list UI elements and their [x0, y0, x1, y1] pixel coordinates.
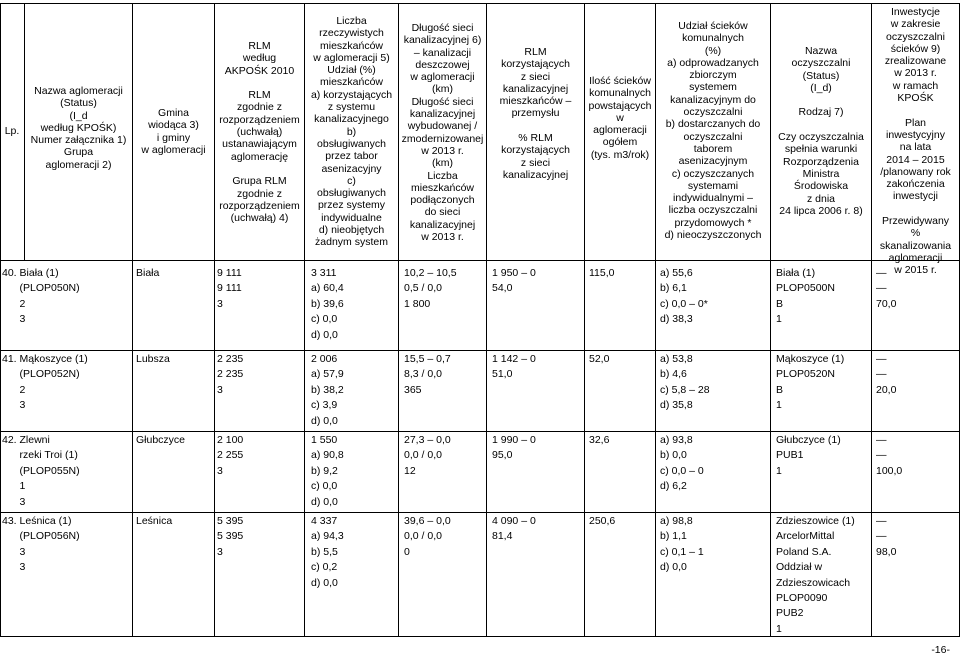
header-siec [399, 22, 486, 243]
header-line: 24 lipca 2006 r. 8) [779, 204, 863, 217]
header-line: RLM [524, 46, 547, 58]
cell-gmina: Leśnica [136, 515, 173, 527]
header-line: z dnia [806, 192, 836, 205]
header-oczyszczalnia [771, 45, 871, 217]
header-line: (I_d) [810, 81, 832, 94]
header-mieszkancy [305, 15, 398, 249]
header-line: Środowiska [793, 180, 849, 193]
header-line [215, 77, 304, 89]
header-line: Rozporządzenia [783, 155, 859, 168]
header-line: b) [346, 125, 357, 138]
header-line: deszczowej [415, 58, 470, 71]
header-line: Numer załącznika 1) [30, 134, 127, 147]
header-line: oczyszczalni [886, 30, 945, 43]
cell-oczyszczalnia: Biała (1) PLOP0500N B 1 [776, 267, 835, 326]
header-line: c) [347, 174, 356, 187]
header-line: rozporządzeniem [219, 199, 300, 212]
header-line: (km) [432, 83, 453, 96]
cell-inwestycje: — — 98,0 [876, 515, 897, 558]
header-line: c) oczyszczanych [671, 167, 755, 180]
header-line: – kanalizacji [413, 46, 472, 59]
header-line: obsługiwanych [317, 137, 386, 150]
header-line: mieszkańców [319, 39, 384, 52]
header-rlm-korzystajacych [487, 46, 584, 181]
header-line: zbiorczym [689, 69, 737, 82]
header-aglomeracja [25, 85, 132, 171]
header-line: oczyszczalni [683, 106, 743, 119]
header-line: w 2013 r. [421, 231, 464, 244]
header-line: do sieci [424, 206, 461, 219]
header-line: KPOŚK [897, 92, 934, 105]
header-line: kanalizacyjnej [409, 218, 476, 231]
header-udzial-sciekow [656, 20, 770, 241]
header-line: Udział (%) [327, 64, 376, 77]
cell-siec: 15,5 – 0,7 8,3 / 0,0 365 [404, 353, 451, 396]
header-line: przez tabor [325, 150, 378, 163]
header-line: 2014 – 2015 [886, 153, 945, 166]
header-line: skanalizowania [879, 239, 952, 252]
header-line: a) odprowadzanych [667, 56, 759, 69]
header-line: według KPOŚK) [40, 121, 117, 134]
header-line [771, 119, 871, 131]
header-line: (Status) [802, 69, 840, 82]
header-line: z sieci [520, 70, 551, 83]
header-line: Długość sieci [411, 22, 474, 34]
cell-aglomeracja: 40. Biała (1) (PLOP050N) 2 3 [2, 267, 80, 326]
header-line [872, 203, 959, 215]
header-line: kanalizacyjnej [502, 168, 569, 181]
cell-rlm: 5 395 5 395 3 [217, 515, 244, 558]
cell-rlm: 9 111 9 111 3 [217, 267, 242, 310]
header-lp: Lp. [4, 125, 20, 137]
header-line: RLM [248, 89, 271, 102]
header-line: Udział ścieków [678, 20, 748, 32]
header-line: Ministra [802, 167, 840, 180]
header-line: aglomeracji 2) [45, 158, 112, 171]
header-line: ogółem [602, 136, 638, 149]
cell-mieszkancy: 4 337 a) 94,3 b) 5,5 c) 0,2 d) 0,0 [311, 515, 344, 589]
header-line: podłączonych [410, 194, 475, 207]
cell-gmina: Głubczyce [136, 434, 186, 446]
header-line: b) dostarczanych do [665, 118, 761, 131]
header-line: systemem [689, 81, 737, 94]
header-line: komunalnych [589, 87, 651, 100]
header-line: zmodernizowanej [401, 132, 484, 145]
header-scieki [585, 75, 655, 161]
header-line: przydomowych * [674, 216, 752, 229]
cell-rlm-korzystajacych: 4 090 – 0 81,4 [492, 515, 536, 543]
cell-rlm: 2 100 2 255 3 [217, 434, 244, 477]
header-line: spełnia warunki [784, 143, 858, 156]
header-line: rzeczywistych [319, 27, 384, 40]
header-line: rozporządzeniem [219, 113, 300, 126]
header-line: kanalizacyjnej [502, 82, 569, 95]
cell-udzial: a) 55,6 b) 6,1 c) 0,0 – 0* d) 38,3 [660, 267, 708, 326]
header-line: aglomeracji [593, 124, 647, 137]
cell-inwestycje: — — 20,0 [876, 353, 897, 396]
header-line: zakończenia [886, 178, 945, 191]
cell-siec: 10,2 – 10,5 0,5 / 0,0 1 800 [404, 267, 457, 310]
header-line: oczyszczalni [791, 57, 851, 70]
cell-scieki: 115,0 [589, 267, 615, 279]
header-line: (I_d [69, 109, 88, 122]
cell-mieszkancy: 2 006 a) 57,9 b) 38,2 c) 3,9 d) 0,0 [311, 353, 344, 427]
header-line [215, 163, 304, 175]
header-line: d) nieobjętych [318, 224, 385, 237]
header-line [487, 120, 584, 132]
header-line: (uchwałą) 4) [230, 212, 289, 225]
header-line: Liczba [336, 15, 367, 27]
cell-rlm: 2 235 2 235 3 [217, 353, 244, 396]
header-line [771, 94, 871, 106]
header-line: (Status) [60, 97, 97, 110]
header-line: /planowany rok [880, 165, 951, 178]
header-line: AKPOŚK 2010 [224, 64, 295, 77]
header-line: aglomeracji [888, 251, 943, 264]
header-inwestycje [872, 6, 959, 277]
header-line: ścieków 9) [890, 42, 941, 55]
header-line: RLM [248, 40, 271, 52]
header-line: kanalizacyjnej [409, 108, 476, 121]
header-line: aglomerację [230, 150, 289, 163]
header-line: mieszkańców [410, 181, 475, 194]
header-line: (%) [704, 44, 722, 57]
cell-gmina: Lubsza [136, 353, 170, 365]
header-line: mieszkańców – [499, 95, 572, 108]
header-line: Grupa [63, 146, 94, 159]
header-line: inwestycji [893, 190, 938, 203]
cell-oczyszczalnia: Głubczyce (1) PUB1 1 [776, 434, 841, 477]
header-line: indywidualnymi – [673, 192, 753, 205]
header-line: indywidualne [321, 211, 382, 224]
header-line: Liczba [427, 169, 458, 182]
header-line: Gmina [158, 107, 189, 119]
header-line: Nazwa [804, 45, 838, 57]
cell-scieki: 32,6 [589, 434, 610, 446]
header-line: mieszkańców [319, 76, 384, 89]
cell-scieki: 250,6 [589, 515, 616, 527]
header-line: w aglomeracji 5) [313, 51, 390, 64]
cell-aglomeracja: 43. Leśnica (1) (PLOP056N) 3 3 [2, 515, 80, 574]
header-line: w 2015 r. [894, 264, 937, 277]
cell-udzial: a) 53,8 b) 4,6 c) 5,8 – 28 d) 35,8 [660, 353, 710, 412]
cell-udzial: a) 93,8 b) 0,0 c) 0,0 – 0 d) 6,2 [660, 434, 704, 493]
header-rlm [215, 40, 304, 224]
header-line: przez systemy [317, 199, 386, 212]
header-line: systemami [687, 179, 739, 192]
header-line: (km) [432, 157, 453, 170]
header-line: w 2013 r. [894, 67, 937, 80]
header-line: Nazwa aglomeracji [34, 85, 123, 97]
cell-siec: 27,3 – 0,0 0,0 / 0,0 12 [404, 434, 451, 477]
header-line: w aglomeracji [141, 143, 206, 156]
header-line: przemysłu [511, 107, 560, 120]
header-line: d) nieoczyszczonych [664, 229, 762, 242]
header-line: obsługiwanych [317, 187, 386, 200]
header-line: i gminy [156, 131, 191, 144]
page-number: -16- [931, 644, 950, 656]
header-line: % RLM [518, 132, 553, 145]
header-line: kanalizacyjnego [314, 113, 389, 126]
cell-aglomeracja: 42. Zlewni rzeki Troi (1) (PLOP055N) 1 3 [2, 434, 80, 508]
header-line: zrealizowane [884, 55, 947, 68]
header-line: żadnym system [315, 236, 388, 249]
header-line: komunalnych [682, 32, 744, 45]
header-line: w ramach [892, 79, 939, 92]
header-line: z systemu [327, 101, 376, 114]
header-line: zgodnie z [237, 187, 282, 200]
cell-rlm-korzystajacych: 1 950 – 0 54,0 [492, 267, 536, 295]
header-line: a) korzystających [310, 88, 393, 101]
header-line: Inwestycje [890, 6, 941, 18]
cell-rlm-korzystajacych: 1 142 – 0 51,0 [492, 353, 536, 381]
header-line: zgodnie z [237, 101, 282, 114]
header-line: inwestycyjny [886, 128, 945, 141]
cell-oczyszczalnia: Zdzieszowice (1) ArcelorMittal Poland S.A. Oddział w Zdzieszowicach PLOP0090 PUB2 1 [776, 515, 855, 635]
header-line: ustanawiającym [222, 138, 297, 151]
header-line: (tys. m3/rok) [590, 148, 650, 161]
header-line: asenizacyjny [321, 162, 382, 175]
header-line: Ilość ścieków [589, 75, 651, 87]
header-line: według [242, 52, 277, 65]
header-line: Czy oczyszczalnia [778, 131, 864, 144]
header-line: w [616, 111, 624, 124]
header-line: oczyszczalni [683, 130, 743, 143]
cell-siec: 39,6 – 0,0 0,0 / 0,0 0 [404, 515, 451, 558]
header-line: kanalizacyjnej 6) [403, 34, 482, 47]
header-line [872, 104, 959, 116]
header-line: (uchwałą) [236, 126, 283, 139]
header-line: w zakresie [890, 18, 941, 31]
cell-oczyszczalnia: Mąkoszyce (1) PLOP0520N B 1 [776, 353, 845, 412]
cell-mieszkancy: 3 311 a) 60,4 b) 39,6 c) 0,0 d) 0,0 [311, 267, 344, 341]
header-line: Przewidywany [881, 215, 950, 228]
header-line: z sieci [520, 156, 551, 169]
header-line: korzystających [501, 58, 570, 71]
cell-rlm-korzystajacych: 1 990 – 0 95,0 [492, 434, 536, 462]
cell-mieszkancy: 1 550 a) 90,8 b) 9,2 c) 0,0 d) 0,0 [311, 434, 344, 508]
header-line: taborem [693, 142, 733, 155]
cell-inwestycje: — — 100,0 [876, 434, 903, 477]
header-line: wiodąca 3) [148, 119, 199, 132]
cell-udzial: a) 98,8 b) 1,1 c) 0,1 – 1 d) 0,0 [660, 515, 704, 574]
cell-gmina: Biała [136, 267, 160, 279]
header-line: Długość sieci [411, 95, 474, 108]
header-gmina [133, 107, 214, 156]
cell-scieki: 52,0 [589, 353, 610, 365]
header-line: na lata [899, 141, 932, 154]
header-line: powstających [588, 99, 652, 112]
header-line: asenizacyjnym [678, 155, 748, 168]
header-line: w aglomeracji [410, 71, 475, 84]
header-line: Rodzaj 7) [798, 106, 844, 119]
header-line: wybudowanej / [407, 120, 478, 133]
header-line: korzystających [501, 144, 570, 157]
header-line: kanalizacyjnym do [670, 93, 756, 106]
header-line: w 2013 r. [421, 144, 464, 157]
cell-aglomeracja: 41. Mąkoszyce (1) (PLOP052N) 2 3 [2, 353, 88, 412]
header-line: Grupa RLM [232, 175, 287, 188]
header-line: % [910, 227, 921, 240]
header-line: Plan [904, 116, 926, 129]
header-line: liczba oczyszczalni [668, 204, 758, 217]
cell-inwestycje: — — 70,0 [876, 267, 897, 310]
